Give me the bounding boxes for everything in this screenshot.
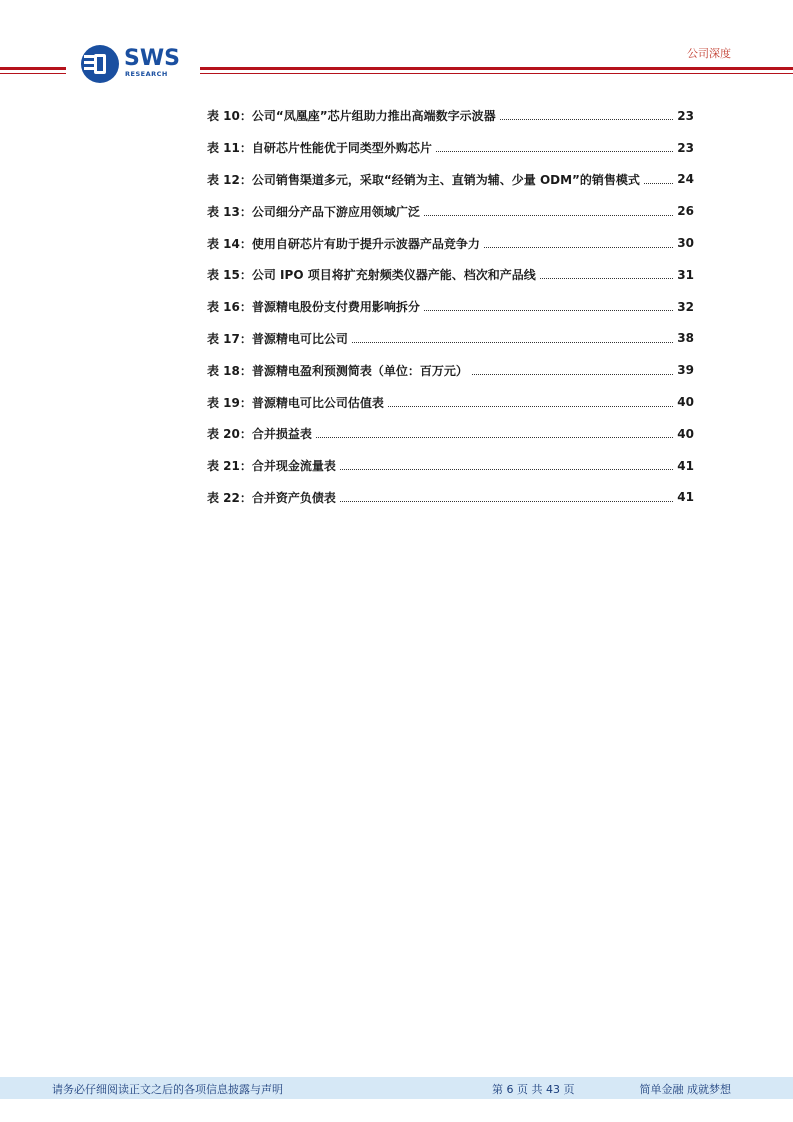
toc-entry[interactable] xyxy=(207,195,694,227)
toc-dot-leader xyxy=(540,278,674,279)
toc-entry-title: 表 14：使用自研芯片有助于提升示波器产品竞争力 xyxy=(207,236,480,251)
toc-dot-leader xyxy=(388,406,673,407)
toc-entry-title: 表 18：普源精电盈利预测简表（单位：百万元） xyxy=(207,363,468,378)
toc-entry-page: 26 xyxy=(677,204,694,219)
report-category: 公司深度 xyxy=(687,47,731,60)
toc-dot-leader xyxy=(340,501,673,502)
toc-entry-title: 表 19：普源精电可比公司估值表 xyxy=(207,395,384,410)
toc-entry-page: 23 xyxy=(677,108,694,123)
toc-entry[interactable] xyxy=(207,164,694,196)
toc-entry-title: 表 15：公司 IPO 项目将扩充射频类仪器产能、档次和产品线 xyxy=(207,268,536,283)
toc-entry-page: 30 xyxy=(677,236,694,251)
toc-entry-page: 23 xyxy=(677,140,694,155)
toc-dot-leader xyxy=(340,469,673,470)
logo-subtitle: RESEARCH xyxy=(125,70,168,78)
header-rule-right xyxy=(200,67,793,70)
toc-entry-page: 41 xyxy=(677,458,694,473)
sws-logo xyxy=(80,44,190,84)
toc-entry-page: 24 xyxy=(677,172,694,187)
toc-entry[interactable] xyxy=(207,323,694,355)
toc-entry[interactable] xyxy=(207,259,694,291)
footer-disclaimer: 请务必仔细阅读正文之后的各项信息披露与声明 xyxy=(52,1083,283,1096)
toc-entry-title: 表 13：公司细分产品下游应用领域广泛 xyxy=(207,204,420,219)
toc-entry[interactable] xyxy=(207,354,694,386)
page-footer xyxy=(0,1077,793,1099)
toc-entry[interactable] xyxy=(207,386,694,418)
footer-slogan: 简单金融 成就梦想 xyxy=(639,1083,731,1096)
toc-dot-leader xyxy=(316,437,673,438)
toc-entry[interactable] xyxy=(207,100,694,132)
toc-dot-leader xyxy=(424,215,673,216)
toc-entry-page: 40 xyxy=(677,426,694,441)
toc-entry-page: 32 xyxy=(677,299,694,314)
toc-entry-page: 39 xyxy=(677,363,694,378)
toc-entry-page: 41 xyxy=(677,490,694,505)
header-rule-right-thin xyxy=(200,73,793,74)
header-rule-left-thin xyxy=(0,73,66,74)
toc-entry-title: 表 21：合并现金流量表 xyxy=(207,459,336,474)
toc-entry-page: 40 xyxy=(677,395,694,410)
toc-dot-leader xyxy=(352,342,673,343)
toc-entry-page: 38 xyxy=(677,331,694,346)
toc-entry-page: 31 xyxy=(677,267,694,282)
toc-dot-leader xyxy=(424,310,673,311)
toc-entry-title: 表 17：普源精电可比公司 xyxy=(207,331,348,346)
toc-dot-leader xyxy=(500,119,674,120)
toc-entry[interactable] xyxy=(207,227,694,259)
header-rule-left xyxy=(0,67,66,70)
toc-entry-title: 表 22：合并资产负债表 xyxy=(207,490,336,505)
toc-entry[interactable] xyxy=(207,418,694,450)
toc-entry[interactable] xyxy=(207,482,694,514)
toc-entry[interactable] xyxy=(207,291,694,323)
toc-dot-leader xyxy=(644,183,673,184)
footer-page-info: 第 6 页 共 43 页 xyxy=(492,1083,575,1096)
toc-entry-title: 表 16：普源精电股份支付费用影响拆分 xyxy=(207,300,420,315)
toc-entry-title: 表 10：公司“凤凰座”芯片组助力推出高端数字示波器 xyxy=(207,109,496,124)
toc-entry[interactable] xyxy=(207,132,694,164)
table-of-contents xyxy=(207,100,694,513)
toc-dot-leader xyxy=(484,247,673,248)
toc-dot-leader xyxy=(436,151,673,152)
logo-wordmark: SWS xyxy=(124,46,180,71)
sws-logo-icon xyxy=(80,44,120,84)
page-header xyxy=(0,0,793,90)
toc-entry-title: 表 11：自研芯片性能优于同类型外购芯片 xyxy=(207,141,432,156)
toc-entry[interactable] xyxy=(207,450,694,482)
toc-dot-leader xyxy=(472,374,673,375)
toc-entry-title: 表 20：合并损益表 xyxy=(207,427,312,442)
toc-entry-title: 表 12：公司销售渠道多元，采取“经销为主、直销为辅、少量 ODM”的销售模式 xyxy=(207,172,640,187)
